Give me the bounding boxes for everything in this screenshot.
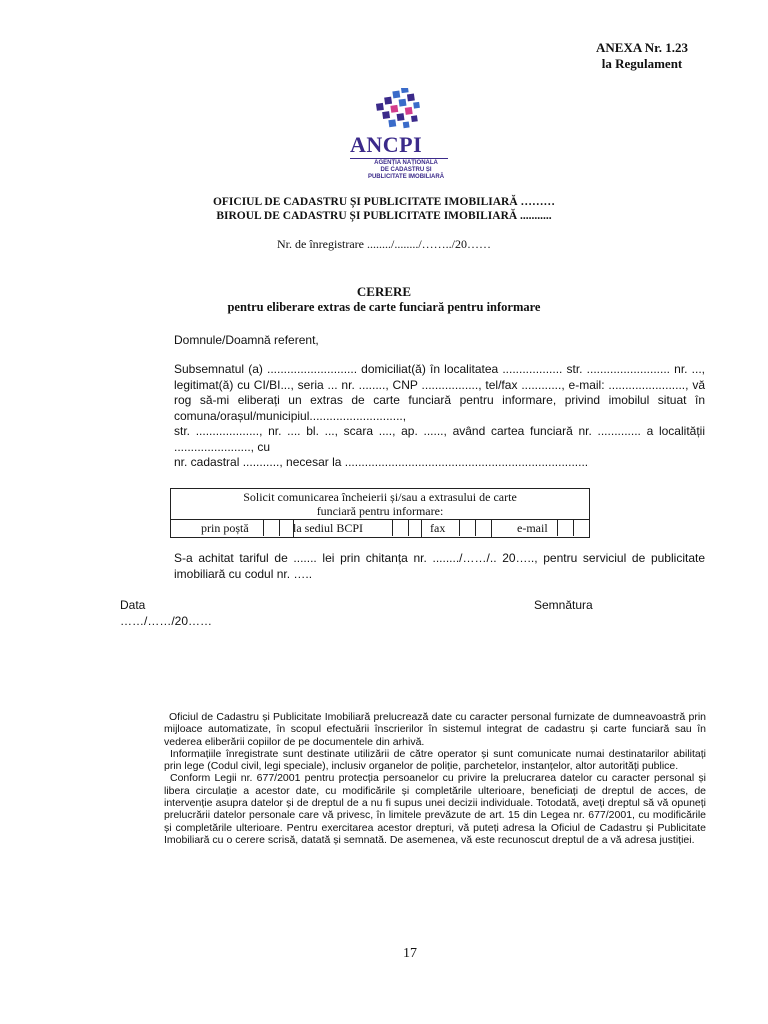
data-protection-notice	[164, 711, 706, 846]
salutation: Domnule/Doamnă referent,	[174, 333, 319, 347]
annex-regulation: la Regulament	[601, 56, 683, 71]
delivery-method-header	[171, 489, 589, 521]
payment-line: imobiliară cu codul nr. …..	[174, 566, 313, 581]
logo-subtitle	[356, 160, 456, 181]
ancpi-logo	[348, 88, 466, 184]
logo-subtitle-line: AGENȚIA NAȚIONALĂ	[374, 160, 438, 166]
option-separator	[421, 520, 422, 537]
notice-paragraph: Oficiul de Cadastru și Publicitate Imobiliară prelucrează date cu caracter personal furnizate de dumneavoastră prin mijloace automatizate, în scopul efectuării înscrierilor în sistemul integrat de cadastru și carte funciară sau în vederea eliberării copiilor de pe documentele din arhivă.	[164, 711, 706, 748]
body-line: nr. cadastral ..........., necesar la .........................................................................	[174, 455, 589, 469]
logo-subtitle-line: PUBLICITATE IMOBILIARĂ	[367, 174, 445, 180]
delivery-header-line: Solicit comunicarea încheierii și/sau a extrasului de carte	[243, 490, 517, 504]
option-office-checkbox[interactable]	[392, 520, 409, 536]
date-label: Data	[120, 598, 146, 612]
annex-header	[596, 40, 688, 72]
body-line: rog să-mi eliberați un extras de carte funciară pentru informare, privind imobilul situat în	[174, 393, 705, 407]
body-line: str. ..................., nr. .... bl. ..., scara ...., ap. ......, având cartea funciară nr. ............. a localității	[174, 424, 705, 438]
document-title: CERERE	[356, 284, 412, 299]
page-number: 17	[403, 946, 417, 961]
logo-rule	[350, 158, 448, 159]
document-subtitle: pentru eliberare extras de carte funciară pentru informare	[227, 300, 541, 314]
option-office-label: la sediul BCPI	[293, 521, 364, 535]
body-line: ......................., cu	[174, 439, 271, 454]
signature-label: Semnătura	[534, 598, 593, 612]
notice-paragraph: Informațiile înregistrate sunt destinate utilizării de către operator și sunt comunicate numai destinatarilor abilitați prin lege (Codul civil, legi speciale), inclusiv organelor de poliție, parchetelor, instanțelor, altor autorități publice.	[164, 747, 706, 773]
option-fax-checkbox[interactable]	[459, 520, 476, 536]
payment-line: S-a achitat tariful de ....... lei prin chitanța nr. ......../……/.. 20….., pentru serviciul de publicitate	[174, 551, 705, 565]
body-line: Subsemnatul (a) ........................... domiciliat(ă) în localitatea .................. str. ......................... nr. ...,	[174, 362, 705, 376]
annex-number: ANEXA Nr. 1.23	[596, 40, 688, 55]
date-value: ……/……/20……	[120, 614, 213, 628]
notice-paragraph: Conform Legii nr. 677/2001 pentru protecția persoanelor cu privire la prelucrarea datelor cu caracter personal și libera circulație a acestor date, cu modificările și completările ulterioare, beneficiați de dreptul de acces, de intervenție asupra datelor și de dreptul de a nu fi supus unei decizii individuale. Totodată, aveți dreptul să vă opuneți prelucrării datelor personale care vă privesc, în limitele prevăzute de art. 15 din Legea nr. 677/2001, cu modificările și completările ulterioare. Pentru exercitarea acestor drepturi, vă puteți adresa la Oficiul de Cadastru și Publicitate Imobiliară cu o cerere scrisă, datată și semnată. De asemenea, vă este recunoscut dreptul de a vă adresa justiției.	[164, 772, 706, 846]
option-fax-label: fax	[430, 521, 446, 535]
option-separator	[491, 520, 492, 537]
logo-subtitle-line: DE CADASTRU ȘI	[380, 167, 432, 173]
option-post-checkbox[interactable]	[263, 520, 280, 536]
bureau-line: BIROUL DE CADASTRU ȘI PUBLICITATE IMOBILIARĂ ...........	[216, 210, 552, 222]
body-line: legitimat(ă) cu CI/BI..., seria ... nr. ........, CNP ................., tel/fax ............, e-mail: ......................., vă	[174, 377, 705, 392]
option-email-label: e-mail	[517, 521, 548, 535]
delivery-header-line: funciară pentru informare:	[316, 504, 444, 518]
option-post-label: prin poștă	[201, 521, 249, 535]
option-email-checkbox[interactable]	[557, 520, 574, 536]
office-line: OFICIUL DE CADASTRU ȘI PUBLICITATE IMOBILIARĂ ………	[212, 196, 556, 208]
logo-acronym: ANCPI	[350, 132, 423, 157]
request-body	[174, 362, 705, 471]
body-line: comuna/orașul/municipiul............................,	[174, 408, 407, 423]
delivery-method-box	[170, 488, 590, 538]
delivery-options-row	[171, 519, 589, 537]
registration-number: Nr. de înregistrare ......../......../……../20……	[277, 237, 491, 251]
payment-text	[174, 551, 705, 582]
